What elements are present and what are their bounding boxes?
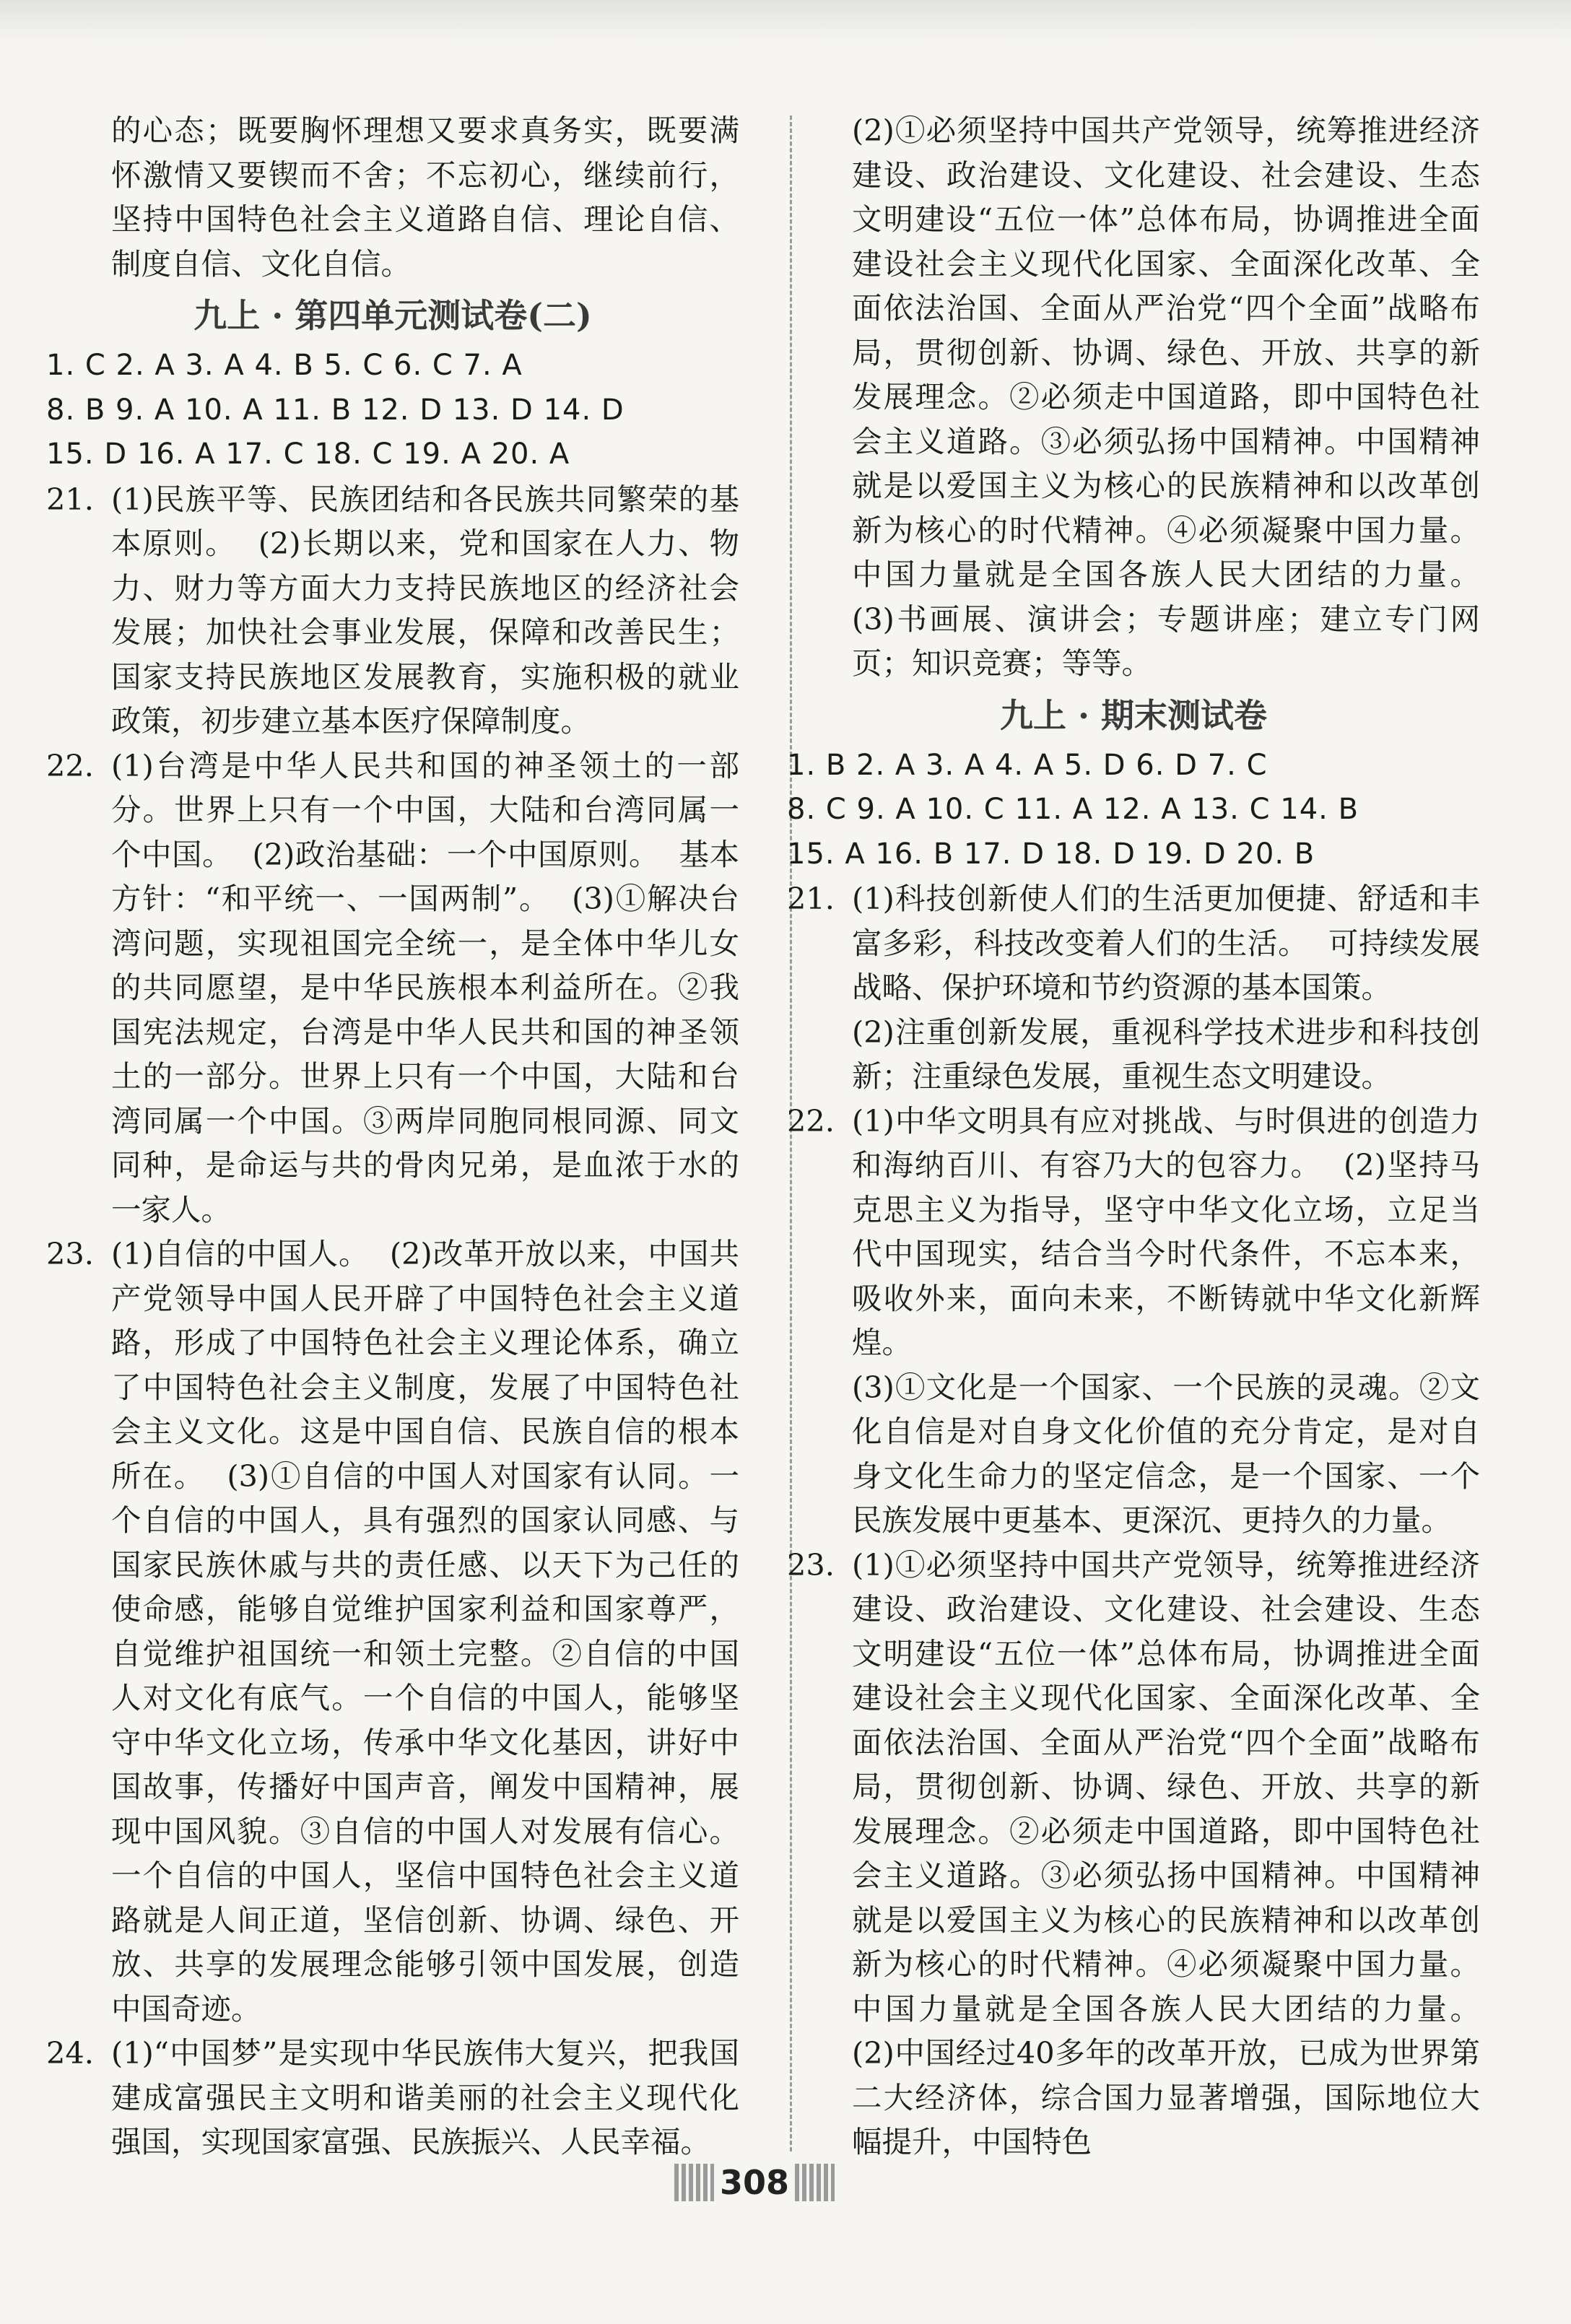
mc-answers-row: 8. B 9. A 10. A 11. B 12. D 13. D 14. D bbox=[46, 393, 625, 427]
answer-text: (1)“中国梦”是实现中华民族伟大复兴，把我国建成富强民主文明和谐美丽的社会主义现代化强国，实现国家富强、民族振兴、人民幸福。 bbox=[111, 2035, 739, 2159]
section-title-unit4-test2: 九上 · 第四单元测试卷(二) bbox=[193, 296, 592, 335]
answer-item bbox=[46, 2031, 739, 2164]
decorative-bars-icon bbox=[795, 2164, 835, 2201]
page-number-badge bbox=[671, 2159, 837, 2206]
answer-number: 21. bbox=[46, 481, 94, 517]
answer-text: (1)台湾是中华人民共和国的神圣领土的一部分。世界上只有一个中国，大陆和台湾同属一个中国。 (2)政治基础：一个中国原则。 基本方针：“和平统一、一国两制”。 (3)①解决台湾问题，实现祖国完全统一，是全体中华儿女的共同愿望，是中华民族根本利益所在。②我国宪法规定，台湾是中华人民共和国的神圣领土的一部分。世界上只有一个中国，大陆和台湾同属一个中国。③两岸同胞同根同源、同文同种，是命运与共的骨肉兄弟，是血浓于水的一家人。 bbox=[111, 747, 739, 1227]
answer-number: 22. bbox=[787, 1102, 835, 1139]
mc-answers-row: 1. B 2. A 3. A 4. A 5. D 6. D 7. C bbox=[787, 748, 1268, 782]
right-column bbox=[787, 108, 1500, 2164]
right-continuation-text: (2)①必须坚持中国共产党领导，统筹推进经济建设、政治建设、文化建设、社会建设、生态文明建设“五位一体”总体布局，协调推进全面建设社会主义现代化国家、全面深化改革、全面依法治国、全面从严治党“四个全面”战略布局，贯彻创新、协调、绿色、开放、共享的新发展理念。②必须走中国道路，即中国特色社会主义道路。③必须弘扬中国精神。中国精神就是以爱国主义为核心的民族精神和以改革创新为核心的时代精神。④必须凝聚中国力量。中国力量就是全国各族人民大团结的力量。 (3)书画展、演讲会；专题讲座；建立专门网页；知识竞赛；等等。 bbox=[852, 113, 1500, 681]
answer-number: 23. bbox=[46, 1236, 94, 1271]
mc-answers-row: 8. C 9. A 10. C 11. A 12. A 13. C 14. B bbox=[787, 793, 1359, 826]
answer-number: 22. bbox=[46, 747, 94, 783]
left-column bbox=[46, 108, 739, 2164]
answer-text: (1)民族平等、民族团结和各民族共同繁荣的基本原则。 (2)长期以来，党和国家在人力、物力、财力等方面大力支持民族地区的经济社会发展；加快社会事业发展，保障和改善民生；国家支持民族地区发展教育，实施积极的就业政策，初步建立基本医疗保障制度。 bbox=[111, 481, 739, 739]
decorative-bars-icon bbox=[674, 2164, 714, 2201]
mc-answers-row: 15. D 16. A 17. C 18. C 19. A 20. A bbox=[46, 438, 570, 471]
answer-item bbox=[787, 876, 1480, 1099]
answer-number: 21. bbox=[787, 881, 835, 916]
answer-text: (1)中华文明具有应对挑战、与时俱进的创造力和海纳百川、有容乃大的包容力。 (2)坚持马克思主义为指导，坚守中华文化立场，立足当代中国现实，结合当今时代条件，不忘本来，吸收外来，面向未来，不断铸就中华文化新辉煌。 (3)①文化是一个国家、一个民族的灵魂。②文化自信是对自身文化价值的充分肯定，是对自身文化生命力的坚定信念，是一个国家、一个民族发展中更基本、更深沉、更持久的力量。 bbox=[852, 1102, 1480, 1538]
answer-item bbox=[46, 744, 739, 1232]
answer-item bbox=[46, 1232, 739, 2031]
answer-text: (1)自信的中国人。 (2)改革开放以来，中国共产党领导中国人民开辟了中国特色社会主义道路，形成了中国特色社会主义理论体系，确立了中国特色社会主义制度，发展了中国特色社会主义文化。这是中国自信、民族自信的根本所在。 (3)①自信的中国人对国家有认同。一个自信的中国人，具有强烈的国家认同感、与国家民族休戚与共的责任感、以天下为己任的使命感，能够自觉维护国家利益和国家尊严，自觉维护祖国统一和领土完整。②自信的中国人对文化有底气。一个自信的中国人，能够坚守中华文化立场，传承中华文化基因，讲好中国故事，传播好中国声音，阐发中国精神，展现中国风貌。③自信的中国人对发展有信心。一个自信的中国人，坚信中国特色社会主义道路就是人间正道，坚信创新、协调、绿色、开放、共享的发展理念能够引领中国发展，创造中国奇迹。 bbox=[111, 1236, 739, 2027]
answer-item bbox=[787, 1099, 1480, 1543]
mc-answers-row: 15. A 16. B 17. D 18. D 19. D 20. B bbox=[787, 837, 1315, 871]
left-intro-text: 的心态；既要胸怀理想又要求真务实，既要满怀激情又要锲而不舍；不忘初心，继续前行，坚持中国特色社会主义道路自信、理论自信、制度自信、文化自信。 bbox=[111, 113, 739, 282]
answer-item bbox=[46, 477, 739, 744]
answer-number: 24. bbox=[46, 2035, 94, 2071]
answer-text: (1)科技创新使人们的生活更加便捷、舒适和丰富多彩，科技改变着人们的生活。 可持续发展战略、保护环境和节约资源的基本国策。 (2)注重创新发展，重视科学技术进步和科技创新；注重绿色发展，重视生态文明建设。 bbox=[852, 881, 1480, 1094]
answer-item bbox=[787, 1543, 1500, 2164]
answer-number: 23. bbox=[787, 1546, 835, 1583]
section-title-final-exam: 九上 · 期末测试卷 bbox=[999, 695, 1268, 735]
page-number: 308 bbox=[719, 2163, 790, 2202]
page-top-shadow bbox=[0, 0, 1571, 43]
answer-text: (1)①必须坚持中国共产党领导，统筹推进经济建设、政治建设、文化建设、社会建设、生态文明建设“五位一体”总体布局，协调推进全面建设社会主义现代化国家、全面深化改革、全面依法治国、全面从严治党“四个全面”战略布局，贯彻创新、协调、绿色、开放、共享的新发展理念。②必须走中国道路，即中国特色社会主义道路。③必须弘扬中国精神。中国精神就是以爱国主义为核心的民族精神和以改革创新为核心的时代精神。④必须凝聚中国力量。中国力量就是全国各族人民大团结的力量。 (2)中国经过40多年的改革开放，已成为世界第二大经济体，综合国力显著增强，国际地位大幅提升，中国特色 bbox=[852, 1546, 1500, 2159]
mc-answers-row: 1. C 2. A 3. A 4. B 5. C 6. C 7. A bbox=[46, 349, 523, 382]
